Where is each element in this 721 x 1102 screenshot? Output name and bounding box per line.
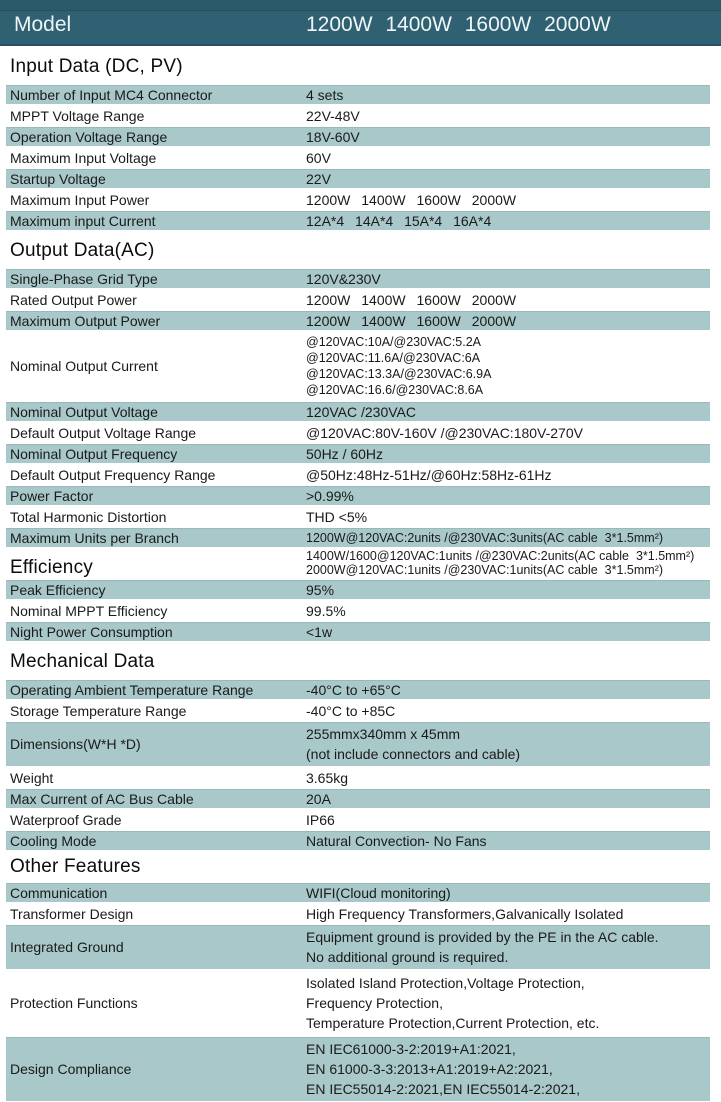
spec-value: IP66 (306, 811, 335, 828)
section-input-data (0, 56, 721, 230)
section-title-efficiency: Efficiency (10, 557, 93, 578)
spec-value-line: EN 61000-3-3:2013+A1:2019+A2:2021, (306, 1061, 553, 1077)
spec-label: Peak Efficiency (10, 581, 106, 598)
spec-row (6, 601, 710, 620)
spec-value: 1200W@120VAC:2units /@230VAC:3units(AC cable 3*1.5mm²) (306, 530, 664, 545)
section-output-data (0, 240, 721, 547)
spec-row (6, 486, 710, 505)
spec-value-line: Isolated Island Protection,Voltage Protection, (306, 975, 585, 991)
spec-label: Maximum Input Power (10, 191, 150, 208)
section-efficiency (0, 580, 721, 641)
spec-row (6, 402, 710, 421)
spec-row (6, 722, 710, 766)
spec-value: 22V (306, 170, 331, 187)
spec-value: 95% (306, 581, 335, 598)
spec-value: 1200W 1400W 1600W 2000W (306, 191, 517, 208)
spec-label: Nominal MPPT Efficiency (10, 602, 168, 619)
spec-row (6, 1037, 710, 1101)
branch-extra-lines (302, 549, 710, 578)
spec-row (6, 211, 710, 230)
spec-row (6, 622, 710, 641)
spec-value: -40°C to +65°C (306, 681, 401, 698)
section-rows (0, 680, 721, 850)
spec-row (6, 290, 710, 309)
spec-label: Max Current of AC Bus Cable (10, 790, 194, 807)
spec-value-line: Frequency Protection, (306, 995, 443, 1011)
spec-value: 120VAC /230VAC (306, 403, 416, 420)
spec-value (302, 332, 710, 400)
spec-row (6, 85, 710, 104)
spec-value: 4 sets (306, 86, 344, 103)
section-rows (0, 883, 721, 1101)
spec-label: Night Power Consumption (10, 623, 173, 640)
spec-value: 60V (306, 149, 331, 166)
spec-value: @120VAC:80V-160V /@230VAC:180V-270V (306, 424, 583, 441)
spec-label: Maximum Units per Branch (10, 529, 179, 546)
spec-label: Operating Ambient Temperature Range (10, 681, 254, 698)
spec-label: Number of Input MC4 Connector (10, 86, 213, 103)
spec-row (6, 423, 710, 442)
spec-row (6, 190, 710, 209)
spec-label: Communication (10, 884, 108, 901)
spec-label: Cooling Mode (10, 832, 97, 849)
spec-row (6, 789, 710, 808)
spec-label: Default Output Frequency Range (10, 466, 216, 483)
spec-value: 20A (306, 790, 331, 807)
spec-row (6, 971, 710, 1035)
spec-row (6, 127, 710, 146)
spec-label: Maximum Output Power (10, 312, 161, 329)
spec-value-line: 2000W@120VAC:1units /@230VAC:1units(AC cable 3*1.5mm²) (306, 562, 664, 577)
spec-value-line: EN IEC61000-3-2:2019+A1:2021, (306, 1041, 516, 1057)
spec-label: Waterproof Grade (10, 811, 122, 828)
model-header-label: Model (14, 13, 72, 36)
section-other-features (0, 856, 721, 1101)
spec-value: 99.5% (306, 602, 346, 619)
spec-label: Nominal Output Frequency (10, 445, 178, 462)
spec-value-line: Equipment ground is provided by the PE in the AC cable. (306, 929, 659, 945)
spec-label: Weight (10, 769, 54, 786)
section-title: Mechanical Data (10, 651, 155, 672)
spec-value: 3.65kg (306, 769, 349, 786)
spec-value: -40°C to +85C (306, 702, 396, 719)
spec-row (6, 465, 710, 484)
spec-label: Dimensions(W*H *D) (10, 736, 141, 752)
spec-row (6, 810, 710, 829)
spec-label: Default Output Voltage Range (10, 424, 197, 441)
spec-value-line: (not include connectors and cable) (306, 746, 521, 762)
spec-value: 120V&230V (306, 270, 381, 287)
spec-value-line: @120VAC:13.3A/@230VAC:6.9A (306, 367, 492, 381)
model-header-values: 1200W 1400W 1600W 2000W (306, 13, 611, 36)
spec-label: Maximum input Current (10, 212, 156, 229)
spec-value-line: @120VAC:10A/@230VAC:5.2A (306, 335, 482, 349)
spec-row (6, 883, 710, 902)
spec-label: Nominal Output Voltage (10, 403, 158, 420)
spec-value (302, 925, 710, 969)
spec-value (302, 722, 710, 766)
spec-value: >0.99% (306, 487, 354, 504)
spec-value-line: EN IEC55014-2:2021,EN IEC55014-2:2021, (306, 1081, 580, 1097)
spec-label: MPPT Voltage Range (10, 107, 145, 124)
spec-value (302, 971, 710, 1035)
spec-value-line: 255mmx340mm x 45mm (306, 726, 461, 742)
spec-value: 1200W 1400W 1600W 2000W (306, 291, 517, 308)
spec-row (6, 169, 710, 188)
section-title: Other Features (10, 856, 141, 877)
spec-value: 12A*4 14A*4 15A*4 16A*4 (306, 212, 492, 229)
spec-label: Rated Output Power (10, 291, 137, 308)
spec-label: Total Harmonic Distortion (10, 508, 167, 525)
model-header (0, 0, 721, 46)
spec-row (6, 332, 710, 400)
spec-value: <1w (306, 623, 333, 640)
spec-value-line: @120VAC:11.6A/@230VAC:6A (306, 351, 481, 365)
spec-row (6, 580, 710, 599)
spec-value: Natural Convection- No Fans (306, 832, 487, 849)
spec-value-line: Temperature Protection,Current Protection, etc. (306, 1015, 600, 1031)
spec-label: Nominal Output Current (10, 358, 158, 374)
spec-value (302, 1037, 710, 1101)
spec-row (6, 148, 710, 167)
spec-row (6, 925, 710, 969)
spec-value: 50Hz / 60Hz (306, 445, 384, 462)
spec-label: Maximum Input Voltage (10, 149, 157, 166)
spec-row (6, 528, 710, 547)
spec-row (6, 831, 710, 850)
spec-value: WIFI(Cloud monitoring) (306, 884, 451, 901)
spec-value: 18V-60V (306, 128, 360, 145)
spec-value: 1200W 1400W 1600W 2000W (306, 312, 517, 329)
spec-label: Single-Phase Grid Type (10, 270, 158, 287)
spec-label: Protection Functions (10, 995, 138, 1011)
spec-row (6, 444, 710, 463)
efficiency-heading-band (6, 549, 710, 578)
spec-row (6, 507, 710, 526)
section-title: Output Data(AC) (10, 240, 155, 261)
spec-label: Design Compliance (10, 1061, 132, 1077)
spec-row (6, 768, 710, 787)
spec-label: Startup Voltage (10, 170, 106, 187)
spec-label: Transformer Design (10, 905, 134, 922)
spec-value: 22V-48V (306, 107, 360, 124)
spec-row (6, 311, 710, 330)
section-rows (0, 580, 721, 641)
spec-row (6, 106, 710, 125)
section-mechanical-data (0, 651, 721, 850)
section-rows (0, 85, 721, 230)
section-rows (0, 269, 721, 547)
spec-value-line: @120VAC:16.6/@230VAC:8.6A (306, 383, 484, 397)
spec-label: Integrated Ground (10, 939, 124, 955)
spec-row (6, 680, 710, 699)
spec-value: @50Hz:48Hz-51Hz/@60Hz:58Hz-61Hz (306, 466, 552, 483)
spec-value-line: No additional ground is required. (306, 949, 509, 965)
section-title: Input Data (DC, PV) (10, 56, 183, 77)
spec-value: High Frequency Transformers,Galvanically Isolated (306, 905, 624, 922)
spec-row (6, 269, 710, 288)
spec-label: Power Factor (10, 487, 94, 504)
spec-value-line: 1400W/1600@120VAC:1units /@230VAC:2units(AC cable 3*1.5mm²) (306, 549, 695, 563)
spec-value: THD <5% (306, 508, 368, 525)
spec-label: Storage Temperature Range (10, 702, 187, 719)
spec-label: Operation Voltage Range (10, 128, 168, 145)
spec-row (6, 701, 710, 720)
spec-row (6, 904, 710, 923)
